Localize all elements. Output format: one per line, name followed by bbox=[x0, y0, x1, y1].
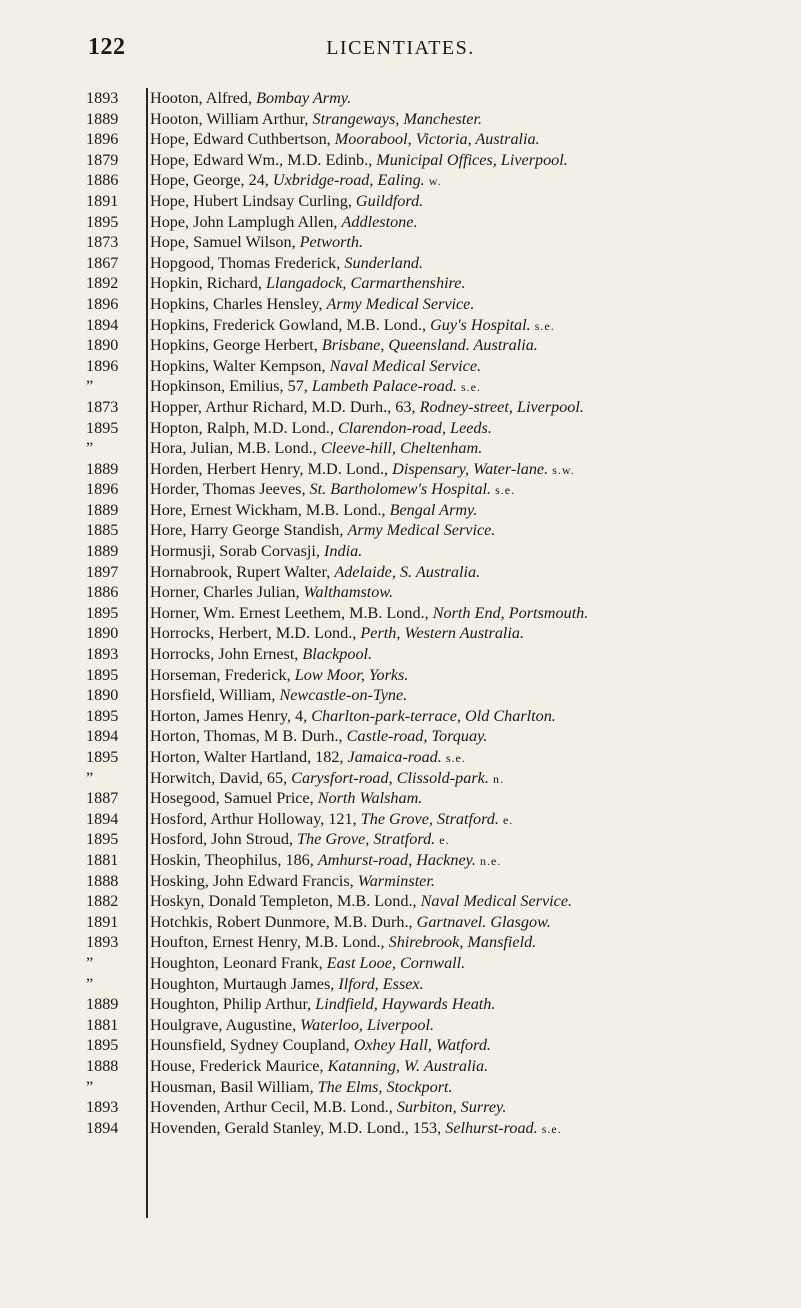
entry-location: Municipal Offices, Liverpool. bbox=[376, 150, 568, 169]
list-item bbox=[86, 232, 781, 253]
entry-name: Hooton, William Arthur, bbox=[150, 109, 313, 128]
entry-location: Naval Medical Service. bbox=[420, 892, 573, 911]
entry-name: Horrocks, John Ernest, bbox=[150, 645, 303, 664]
entry-year: 1887 bbox=[86, 789, 119, 808]
entry-location: Sunderland. bbox=[344, 253, 424, 272]
entry-year: 1895 bbox=[86, 418, 119, 437]
entry-location: Brisbane, Queensland. Australia. bbox=[321, 336, 538, 355]
entry-text bbox=[150, 623, 781, 644]
entry-name: Hora, Julian, M.B. Lond., bbox=[150, 439, 321, 458]
entry-name: Hooton, Alfred, bbox=[150, 89, 257, 107]
entry-year: 1888 bbox=[86, 871, 119, 890]
entry-text bbox=[150, 1077, 781, 1098]
entry-location: Walthamstow. bbox=[303, 583, 394, 602]
entry-text bbox=[150, 1118, 781, 1140]
list-item bbox=[86, 356, 781, 377]
entry-name: Horton, Walter Hartland, 182, bbox=[150, 748, 348, 766]
list-item bbox=[86, 953, 781, 974]
entry-year: 1892 bbox=[86, 274, 119, 293]
entry-text bbox=[150, 335, 781, 356]
entry-year: ” bbox=[86, 974, 94, 993]
entry-name: Houghton, Murtaugh James, bbox=[150, 974, 339, 993]
entry-text bbox=[150, 212, 781, 233]
list-item bbox=[86, 438, 781, 459]
entry-name: Hosford, John Stroud, bbox=[150, 830, 298, 849]
list-item bbox=[86, 706, 781, 727]
entry-text bbox=[150, 459, 781, 481]
entry-district: s.e. bbox=[461, 380, 482, 395]
list-item bbox=[86, 376, 781, 397]
entry-text bbox=[150, 418, 781, 439]
entry-name: Hopton, Ralph, M.D. Lond., bbox=[150, 418, 338, 437]
entry-location: Rodney-street, Liverpool. bbox=[419, 397, 584, 416]
entry-text bbox=[150, 1035, 781, 1056]
entry-text bbox=[150, 768, 781, 790]
entry-name: Houghton, Leonard Frank, bbox=[150, 953, 327, 972]
entry-location: Newcastle-on-Tyne. bbox=[279, 686, 408, 705]
entry-text bbox=[150, 932, 781, 953]
entry-location: Low Moor, Yorks. bbox=[294, 665, 409, 684]
entry-year: 1895 bbox=[86, 830, 119, 849]
entry-location: Shirebrook, Mansfield. bbox=[388, 933, 537, 952]
entry-text bbox=[150, 129, 781, 150]
entry-text bbox=[150, 665, 781, 686]
list-item bbox=[86, 562, 781, 583]
entry-name: Hotchkis, Robert Dunmore, M.B. Durh., bbox=[150, 912, 417, 931]
entry-text bbox=[150, 644, 781, 665]
entry-location: Army Medical Service. bbox=[326, 294, 475, 313]
entry-location: The Elms, Stockport. bbox=[317, 1077, 453, 1096]
entry-text bbox=[150, 273, 781, 294]
entry-text bbox=[150, 500, 781, 521]
entry-location: Guy's Hospital. bbox=[430, 315, 531, 334]
list-item bbox=[86, 747, 781, 768]
entry-name: Hosking, John Edward Francis, bbox=[150, 871, 358, 890]
list-item bbox=[86, 994, 781, 1015]
entry-name: Hoskyn, Donald Templeton, M.B. Lond., bbox=[150, 892, 421, 911]
entry-location: Perth, Western Australia. bbox=[360, 624, 525, 643]
entry-district: s.e. bbox=[495, 483, 516, 498]
entry-name: Hopper, Arthur Richard, M.D. Durh., 63, bbox=[150, 397, 420, 416]
entry-year: 1896 bbox=[86, 294, 119, 313]
entry-year: 1893 bbox=[86, 933, 119, 952]
entry-year: 1885 bbox=[86, 521, 119, 540]
list-item bbox=[86, 1097, 781, 1118]
entry-text bbox=[150, 850, 781, 872]
entry-district: n.e. bbox=[480, 853, 502, 868]
entry-year: 1889 bbox=[86, 109, 119, 128]
entry-location: Carysfort-road, Clissold-park. bbox=[291, 768, 489, 787]
entry-text bbox=[150, 109, 781, 130]
entry-text bbox=[150, 562, 781, 583]
entry-location: Moorabool, Victoria, Australia. bbox=[334, 130, 540, 149]
entry-year: 1894 bbox=[86, 1118, 119, 1137]
entry-name: Hopkins, Charles Hensley, bbox=[150, 294, 327, 313]
entry-name: Hore, Harry George Standish, bbox=[150, 521, 348, 540]
entry-name: Hope, Hubert Lindsay Curling, bbox=[150, 191, 356, 210]
entry-location: Gartnavel. Glasgow. bbox=[416, 912, 551, 931]
entry-name: Hope, Edward Cuthbertson, bbox=[150, 130, 335, 149]
list-item bbox=[86, 850, 781, 871]
entry-year: 1889 bbox=[86, 459, 119, 478]
list-item bbox=[86, 1118, 781, 1139]
entry-text bbox=[150, 315, 781, 337]
list-item bbox=[86, 88, 781, 109]
list-item bbox=[86, 212, 781, 233]
entry-location: Blackpool. bbox=[302, 645, 373, 664]
entry-text bbox=[150, 953, 781, 974]
entry-location: Llangadock, Carmarthenshire. bbox=[266, 274, 466, 293]
entry-location: North Walsham. bbox=[317, 789, 423, 808]
entry-year: 1873 bbox=[86, 233, 119, 252]
entry-text bbox=[150, 541, 781, 562]
list-item bbox=[86, 129, 781, 150]
entry-text bbox=[150, 88, 781, 109]
entry-text bbox=[150, 788, 781, 809]
entry-name: Hopkins, Frederick Gowland, M.B. Lond., bbox=[150, 315, 431, 334]
entry-year: 1897 bbox=[86, 562, 119, 581]
list-item bbox=[86, 520, 781, 541]
entry-location: Bengal Army. bbox=[389, 500, 478, 519]
entry-year: 1879 bbox=[86, 150, 119, 169]
entry-year: 1886 bbox=[86, 583, 119, 602]
page-header bbox=[0, 34, 801, 64]
entry-name: Houlgrave, Augustine, bbox=[150, 1015, 301, 1034]
entry-name: Hope, George, 24, bbox=[150, 171, 273, 190]
entry-text bbox=[150, 294, 781, 315]
entry-name: Hovenden, Gerald Stanley, M.D. Lond., 153, bbox=[150, 1118, 446, 1137]
entry-year: 1881 bbox=[86, 850, 119, 869]
list-item bbox=[86, 397, 781, 418]
entry-name: Hopkin, Richard, bbox=[150, 274, 266, 293]
entry-location: Castle-road, Torquay. bbox=[346, 727, 488, 746]
entry-district: w. bbox=[428, 174, 442, 189]
entry-location: Bombay Army. bbox=[256, 89, 352, 107]
entry-location: Surbiton, Surrey. bbox=[396, 1098, 507, 1117]
entry-text bbox=[150, 520, 781, 541]
entry-location: Adelaide, S. Australia. bbox=[334, 562, 481, 581]
list-item bbox=[86, 891, 781, 912]
entry-location: Army Medical Service. bbox=[347, 521, 496, 540]
entry-year: 1886 bbox=[86, 171, 119, 190]
entry-location: Charlton-park-terrace, Old Charlton. bbox=[311, 706, 556, 725]
entry-district: s.e. bbox=[541, 1121, 562, 1136]
entry-location: Jamaica-road. bbox=[347, 748, 442, 766]
entry-text bbox=[150, 438, 781, 459]
entry-name: Hoskin, Theophilus, 186, bbox=[150, 850, 318, 869]
entry-location: Uxbridge-road, Ealing. bbox=[272, 171, 425, 190]
entry-name: Hope, John Lamplugh Allen, bbox=[150, 212, 342, 231]
list-item bbox=[86, 315, 781, 336]
entry-year: 1895 bbox=[86, 1036, 119, 1055]
entry-name: Houghton, Philip Arthur, bbox=[150, 995, 316, 1014]
list-item bbox=[86, 665, 781, 686]
entry-year: 1893 bbox=[86, 645, 119, 664]
entry-name: Hosford, Arthur Holloway, 121, bbox=[150, 809, 361, 828]
entry-district: e. bbox=[439, 833, 450, 848]
list-item bbox=[86, 273, 781, 294]
entry-year: 1894 bbox=[86, 727, 119, 746]
entry-text bbox=[150, 397, 781, 418]
entry-text bbox=[150, 994, 781, 1015]
entry-location: Petworth. bbox=[299, 233, 364, 252]
entry-year: 1890 bbox=[86, 336, 119, 355]
entry-year: 1893 bbox=[86, 1098, 119, 1117]
entry-location: Selhurst-road. bbox=[445, 1118, 538, 1137]
entry-year: 1882 bbox=[86, 892, 119, 911]
entry-name: House, Frederick Maurice, bbox=[150, 1056, 328, 1075]
entry-text bbox=[150, 170, 781, 192]
entry-district: n. bbox=[492, 771, 504, 786]
entry-text bbox=[150, 891, 781, 912]
entry-text bbox=[150, 871, 781, 892]
entry-text bbox=[150, 726, 781, 747]
entry-name: Hope, Samuel Wilson, bbox=[150, 233, 300, 252]
entry-text bbox=[150, 974, 781, 995]
entry-district: e. bbox=[502, 812, 514, 827]
list-item bbox=[86, 541, 781, 562]
entry-text bbox=[150, 829, 781, 851]
list-item bbox=[86, 829, 781, 850]
entry-name: Horner, Wm. Ernest Leethem, M.B. Lond., bbox=[150, 603, 433, 622]
entry-text bbox=[150, 685, 781, 706]
list-item bbox=[86, 253, 781, 274]
list-item bbox=[86, 1077, 781, 1098]
entry-year: 1889 bbox=[86, 542, 119, 561]
list-item bbox=[86, 871, 781, 892]
entry-location: Waterloo, Liverpool. bbox=[300, 1015, 435, 1034]
entry-year: 1895 bbox=[86, 665, 119, 684]
entry-text bbox=[150, 150, 781, 171]
list-item bbox=[86, 582, 781, 603]
entry-name: Horder, Thomas Jeeves, bbox=[150, 480, 310, 499]
entry-year: 1893 bbox=[86, 89, 119, 107]
entry-name: Horwitch, David, 65, bbox=[150, 768, 292, 787]
entry-text bbox=[150, 706, 781, 727]
entry-text bbox=[150, 582, 781, 603]
entry-name: Hopkins, George Herbert, bbox=[150, 336, 322, 355]
list-item bbox=[86, 109, 781, 130]
entry-text bbox=[150, 603, 781, 624]
entry-text bbox=[150, 253, 781, 274]
entry-year: ” bbox=[86, 439, 94, 458]
entry-name: Horseman, Frederick, bbox=[150, 665, 295, 684]
list-item bbox=[86, 788, 781, 809]
entry-name: Hopgood, Thomas Frederick, bbox=[150, 253, 345, 272]
entry-name: Hornabrook, Rupert Walter, bbox=[150, 562, 335, 581]
entry-location: Naval Medical Service. bbox=[329, 356, 482, 375]
entry-name: Hopkins, Walter Kempson, bbox=[150, 356, 330, 375]
entry-text bbox=[150, 232, 781, 253]
entry-location: East Looe, Cornwall. bbox=[326, 953, 466, 972]
entry-year: 1896 bbox=[86, 130, 119, 149]
list-item bbox=[86, 418, 781, 439]
entry-year: 1891 bbox=[86, 912, 119, 931]
entry-text bbox=[150, 809, 781, 831]
list-item bbox=[86, 809, 781, 830]
entry-year: 1889 bbox=[86, 995, 119, 1014]
entry-name: Horrocks, Herbert, M.D. Lond., bbox=[150, 624, 361, 643]
list-item bbox=[86, 170, 781, 191]
entry-district: s.e. bbox=[445, 751, 466, 765]
page-number: 122 bbox=[88, 34, 126, 60]
entry-location: Clarendon-road, Leeds. bbox=[337, 418, 492, 437]
entry-location: Lambeth Palace-road. bbox=[311, 377, 457, 396]
entry-name: Horton, Thomas, M B. Durh., bbox=[150, 727, 347, 746]
entry-text bbox=[150, 376, 781, 398]
list-item bbox=[86, 191, 781, 212]
running-head: LICENTIATES. bbox=[326, 37, 475, 59]
entry-location: Warminster. bbox=[357, 871, 435, 890]
entry-location: St. Bartholomew's Hospital. bbox=[309, 480, 492, 499]
entry-location: The Grove, Stratford. bbox=[297, 830, 436, 849]
list-item bbox=[86, 644, 781, 665]
entry-name: Hore, Ernest Wickham, M.B. Lond., bbox=[150, 500, 390, 519]
entry-name: Horner, Charles Julian, bbox=[150, 583, 304, 602]
entry-location: Cleeve-hill, Cheltenham. bbox=[320, 439, 483, 458]
list-item bbox=[86, 623, 781, 644]
entry-year: ” bbox=[86, 768, 94, 787]
entry-text bbox=[150, 191, 781, 212]
entry-name: Hosegood, Samuel Price, bbox=[150, 789, 318, 808]
entry-year: ” bbox=[86, 953, 94, 972]
list-item bbox=[86, 685, 781, 706]
entry-name: Hovenden, Arthur Cecil, M.B. Lond., bbox=[150, 1098, 397, 1117]
entry-year: 1867 bbox=[86, 253, 119, 272]
list-item bbox=[86, 294, 781, 315]
entry-year: 1894 bbox=[86, 809, 119, 828]
list-item bbox=[86, 974, 781, 995]
entry-name: Horsfield, William, bbox=[150, 686, 280, 705]
entry-location: The Grove, Stratford. bbox=[360, 809, 499, 828]
entry-district: s.w. bbox=[552, 462, 575, 477]
entry-location: Katanning, W. Australia. bbox=[327, 1056, 489, 1075]
entry-location: Dispensary, Water-lane. bbox=[392, 459, 549, 478]
licentiate-list bbox=[86, 88, 781, 1138]
entry-name: Horton, James Henry, 4, bbox=[150, 706, 312, 725]
entry-year: 1895 bbox=[86, 603, 119, 622]
entry-year: 1890 bbox=[86, 624, 119, 643]
entry-name: Hounsfield, Sydney Coupland, bbox=[150, 1036, 354, 1055]
list-item bbox=[86, 603, 781, 624]
entry-text bbox=[150, 1015, 781, 1036]
entry-year: 1891 bbox=[86, 191, 119, 210]
list-item bbox=[86, 335, 781, 356]
entry-location: Guildford. bbox=[355, 191, 424, 210]
list-item bbox=[86, 479, 781, 500]
entry-year: 1894 bbox=[86, 315, 119, 334]
entry-year: 1889 bbox=[86, 500, 119, 519]
entry-location: Oxhey Hall, Watford. bbox=[353, 1036, 491, 1055]
entry-year: 1895 bbox=[86, 748, 119, 766]
entry-year: 1895 bbox=[86, 212, 119, 231]
entry-name: Houfton, Ernest Henry, M.B. Lond., bbox=[150, 933, 389, 952]
entry-year: 1881 bbox=[86, 1015, 119, 1034]
entry-year: 1895 bbox=[86, 706, 119, 725]
entry-year: 1873 bbox=[86, 397, 119, 416]
entry-location: Amhurst-road, Hackney. bbox=[317, 850, 476, 869]
list-item bbox=[86, 726, 781, 747]
entry-text bbox=[150, 479, 781, 501]
entry-district: s.e. bbox=[534, 318, 555, 333]
list-item bbox=[86, 1015, 781, 1036]
entry-name: Horden, Herbert Henry, M.D. Lond., bbox=[150, 459, 393, 478]
entry-name: Hopkinson, Emilius, 57, bbox=[150, 377, 312, 396]
list-item bbox=[86, 932, 781, 953]
entry-year: 1890 bbox=[86, 686, 119, 705]
entry-text bbox=[150, 356, 781, 377]
entry-year: ” bbox=[86, 377, 94, 396]
entry-text bbox=[150, 1097, 781, 1118]
entry-year: 1888 bbox=[86, 1056, 119, 1075]
list-item bbox=[86, 1035, 781, 1056]
entry-text bbox=[150, 1056, 781, 1077]
entry-text bbox=[150, 912, 781, 933]
entry-location: India. bbox=[324, 542, 363, 561]
list-item bbox=[86, 912, 781, 933]
entry-year: 1896 bbox=[86, 480, 119, 499]
entry-location: Strangeways, Manchester. bbox=[312, 109, 483, 128]
entry-location: Addlestone. bbox=[341, 212, 418, 231]
list-item bbox=[86, 150, 781, 171]
entry-location: North End, Portsmouth. bbox=[432, 603, 589, 622]
entry-name: Hormusji, Sorab Corvasji, bbox=[150, 542, 325, 561]
entry-text bbox=[150, 747, 781, 769]
entry-year: ” bbox=[86, 1077, 94, 1096]
entry-location: Ilford, Essex. bbox=[338, 974, 424, 993]
entry-year: 1896 bbox=[86, 356, 119, 375]
entry-name: Hope, Edward Wm., M.D. Edinb., bbox=[150, 150, 377, 169]
list-item bbox=[86, 459, 781, 480]
list-item bbox=[86, 768, 781, 789]
entry-location: Lindfield, Haywards Heath. bbox=[315, 995, 496, 1014]
list-item bbox=[86, 1056, 781, 1077]
entry-name: Housman, Basil William, bbox=[150, 1077, 318, 1096]
list-item bbox=[86, 500, 781, 521]
